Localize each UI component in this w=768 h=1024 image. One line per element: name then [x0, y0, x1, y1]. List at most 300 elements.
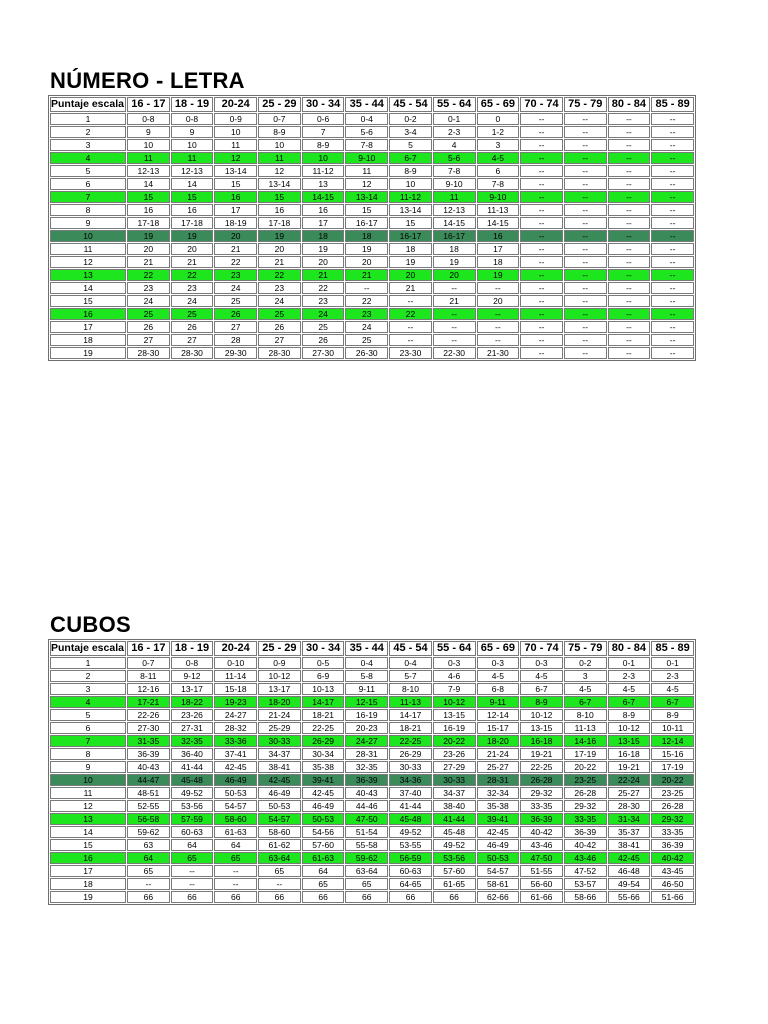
raw-score-cell: 48-51 [127, 787, 170, 799]
raw-score-cell: -- [651, 256, 694, 268]
raw-score-cell: 26 [258, 321, 301, 333]
raw-score-cell: 18 [345, 230, 388, 242]
raw-score-cell: 16 [214, 191, 257, 203]
raw-score-cell: 51-54 [345, 826, 388, 838]
raw-score-cell: -- [389, 295, 432, 307]
raw-score-cell: 0-1 [608, 657, 651, 669]
column-header-puntaje-escala: Puntaje escala [50, 641, 126, 656]
raw-score-cell: 10 [171, 139, 214, 151]
raw-score-cell: -- [520, 321, 563, 333]
raw-score-cell: 27-30 [127, 722, 170, 734]
raw-score-cell: 11 [127, 152, 170, 164]
raw-score-cell: 28-30 [258, 347, 301, 359]
raw-score-cell: 18-21 [302, 709, 345, 721]
raw-score-cell: 9 [127, 126, 170, 138]
scale-score-cell: 18 [50, 878, 126, 890]
raw-score-cell: -- [651, 269, 694, 281]
raw-score-cell: 60-63 [171, 826, 214, 838]
raw-score-cell: 47-52 [564, 865, 607, 877]
raw-score-cell: 39-41 [302, 774, 345, 786]
raw-score-cell: 42-45 [258, 774, 301, 786]
raw-score-cell: 66 [127, 891, 170, 903]
section-title-cubos: CUBOS [50, 612, 131, 637]
raw-score-cell: 33-35 [564, 813, 607, 825]
raw-score-cell: 43-46 [520, 839, 563, 851]
raw-score-cell: -- [127, 878, 170, 890]
raw-score-cell: 0-3 [433, 657, 476, 669]
raw-score-cell: 51-55 [520, 865, 563, 877]
raw-score-cell: -- [608, 295, 651, 307]
raw-score-cell: 36-39 [345, 774, 388, 786]
raw-score-cell: -- [608, 308, 651, 320]
raw-score-cell: -- [608, 178, 651, 190]
raw-score-cell: 57-60 [433, 865, 476, 877]
numero-letra-table [48, 95, 696, 361]
raw-score-cell: 32-35 [345, 761, 388, 773]
raw-score-cell: 10-13 [302, 683, 345, 695]
raw-score-cell: 63-64 [258, 852, 301, 864]
raw-score-cell: -- [520, 295, 563, 307]
raw-score-cell: 58-66 [564, 891, 607, 903]
table-row [50, 696, 694, 708]
raw-score-cell: 13-14 [258, 178, 301, 190]
raw-score-cell: 18-22 [171, 696, 214, 708]
raw-score-cell: -- [608, 334, 651, 346]
raw-score-cell: -- [258, 878, 301, 890]
raw-score-cell: 14-17 [302, 696, 345, 708]
raw-score-cell: 2-3 [433, 126, 476, 138]
raw-score-cell: 20 [258, 243, 301, 255]
raw-score-cell: 25 [258, 308, 301, 320]
raw-score-cell: -- [520, 282, 563, 294]
raw-score-cell: 20-23 [345, 722, 388, 734]
raw-score-cell: 23 [127, 282, 170, 294]
raw-score-cell: 10-12 [520, 709, 563, 721]
raw-score-cell: -- [171, 878, 214, 890]
raw-score-cell: 20 [214, 230, 257, 242]
raw-score-cell: 30-33 [389, 761, 432, 773]
raw-score-cell: 24 [258, 295, 301, 307]
raw-score-cell: 54-56 [302, 826, 345, 838]
raw-score-cell: 6-7 [520, 683, 563, 695]
raw-score-cell: -- [564, 152, 607, 164]
column-header-age: 16 - 17 [127, 641, 170, 656]
raw-score-cell: 20-22 [651, 774, 694, 786]
raw-score-cell: 10 [214, 126, 257, 138]
raw-score-cell: 5-7 [389, 670, 432, 682]
raw-score-cell: 46-48 [608, 865, 651, 877]
column-header-age: 45 - 54 [389, 641, 432, 656]
raw-score-cell: 64 [127, 852, 170, 864]
raw-score-cell: 57-59 [171, 813, 214, 825]
raw-score-cell: 35-38 [302, 761, 345, 773]
raw-score-cell: 17 [214, 204, 257, 216]
raw-score-cell: 3 [477, 139, 520, 151]
table-row [50, 295, 694, 307]
raw-score-cell: 14-15 [433, 217, 476, 229]
raw-score-cell: 35-38 [477, 800, 520, 812]
raw-score-cell: 14 [171, 178, 214, 190]
raw-score-cell: 42-45 [214, 761, 257, 773]
raw-score-cell: 17-19 [651, 761, 694, 773]
raw-score-cell: -- [345, 282, 388, 294]
raw-score-cell: 23-26 [171, 709, 214, 721]
raw-score-cell: 24 [127, 295, 170, 307]
column-header-age: 25 - 29 [258, 97, 301, 112]
raw-score-cell: 6-9 [302, 670, 345, 682]
raw-score-cell: 23-26 [433, 748, 476, 760]
raw-score-cell: 24 [345, 321, 388, 333]
raw-score-cell: 31-35 [127, 735, 170, 747]
raw-score-cell: 26 [214, 308, 257, 320]
raw-score-cell: 21 [389, 282, 432, 294]
scale-score-cell: 18 [50, 334, 126, 346]
raw-score-cell: 34-37 [258, 748, 301, 760]
raw-score-cell: 40-43 [345, 787, 388, 799]
raw-score-cell: 0-3 [520, 657, 563, 669]
raw-score-cell: -- [608, 256, 651, 268]
raw-score-cell: -- [564, 113, 607, 125]
raw-score-cell: 24 [214, 282, 257, 294]
raw-score-cell: 12-13 [171, 165, 214, 177]
raw-score-cell: -- [520, 269, 563, 281]
column-header-age: 65 - 69 [477, 97, 520, 112]
raw-score-cell: 30-34 [302, 748, 345, 760]
raw-score-cell: 28-31 [477, 774, 520, 786]
scale-score-cell: 9 [50, 217, 126, 229]
raw-score-cell: -- [651, 217, 694, 229]
raw-score-cell: 65 [127, 865, 170, 877]
table-row [50, 230, 694, 242]
raw-score-cell: -- [477, 334, 520, 346]
table-row [50, 217, 694, 229]
scale-score-cell: 15 [50, 839, 126, 851]
raw-score-cell: 11 [433, 191, 476, 203]
raw-score-cell: 28-30 [127, 347, 170, 359]
raw-score-cell: 59-62 [127, 826, 170, 838]
raw-score-cell: -- [608, 282, 651, 294]
raw-score-cell: 21 [302, 269, 345, 281]
table-row [50, 178, 694, 190]
raw-score-cell: -- [433, 282, 476, 294]
raw-score-cell: 50-53 [477, 852, 520, 864]
raw-score-cell: 27 [214, 321, 257, 333]
raw-score-cell: 8-9 [302, 139, 345, 151]
raw-score-cell: 19-21 [520, 748, 563, 760]
raw-score-cell: 19 [433, 256, 476, 268]
raw-score-cell: 29-32 [564, 800, 607, 812]
table-row [50, 722, 694, 734]
raw-score-cell: 55-58 [345, 839, 388, 851]
header-row [50, 97, 694, 112]
raw-score-cell: 46-49 [214, 774, 257, 786]
raw-score-cell: 55-66 [608, 891, 651, 903]
raw-score-cell: 0-8 [171, 113, 214, 125]
raw-score-cell: 21 [127, 256, 170, 268]
raw-score-cell: 20 [345, 256, 388, 268]
raw-score-cell: 22 [214, 256, 257, 268]
raw-score-cell: -- [608, 165, 651, 177]
raw-score-cell: 21 [345, 269, 388, 281]
raw-score-cell: 15-16 [651, 748, 694, 760]
raw-score-cell: -- [564, 334, 607, 346]
table-row [50, 321, 694, 333]
scale-score-cell: 10 [50, 230, 126, 242]
raw-score-cell: 8-9 [389, 165, 432, 177]
raw-score-cell: 66 [389, 891, 432, 903]
column-header-age: 30 - 34 [302, 641, 345, 656]
raw-score-cell: -- [651, 347, 694, 359]
raw-score-cell: 65 [302, 878, 345, 890]
column-header-age: 20-24 [214, 97, 257, 112]
raw-score-cell: 29-32 [651, 813, 694, 825]
raw-score-cell: 11-14 [214, 670, 257, 682]
column-header-puntaje-escala: Puntaje escala [50, 97, 126, 112]
raw-score-cell: 12-15 [345, 696, 388, 708]
raw-score-cell: 26 [171, 321, 214, 333]
table-row [50, 243, 694, 255]
raw-score-cell: 36-39 [127, 748, 170, 760]
raw-score-cell: -- [433, 308, 476, 320]
table-row [50, 865, 694, 877]
raw-score-cell: 18 [433, 243, 476, 255]
raw-score-cell: 33-35 [651, 826, 694, 838]
scale-score-cell: 14 [50, 826, 126, 838]
raw-score-cell: 28-30 [608, 800, 651, 812]
table-row [50, 113, 694, 125]
raw-score-cell: 12-13 [127, 165, 170, 177]
raw-score-cell: 9-10 [345, 152, 388, 164]
table-row [50, 191, 694, 203]
raw-score-cell: 17-18 [258, 217, 301, 229]
raw-score-cell: 16-18 [608, 748, 651, 760]
raw-score-cell: 25-27 [608, 787, 651, 799]
raw-score-cell: 18-21 [389, 722, 432, 734]
table-row [50, 165, 694, 177]
raw-score-cell: 18 [389, 243, 432, 255]
scale-score-cell: 10 [50, 774, 126, 786]
raw-score-cell: -- [651, 321, 694, 333]
raw-score-cell: 8-10 [564, 709, 607, 721]
raw-score-cell: -- [564, 204, 607, 216]
column-header-age: 70 - 74 [520, 97, 563, 112]
raw-score-cell: 27-29 [433, 761, 476, 773]
raw-score-cell: 22 [258, 269, 301, 281]
raw-score-cell: 58-60 [258, 826, 301, 838]
raw-score-cell: 14-15 [302, 191, 345, 203]
raw-score-cell: -- [564, 230, 607, 242]
raw-score-cell: 21 [258, 256, 301, 268]
raw-score-cell: 17-19 [564, 748, 607, 760]
table-row [50, 748, 694, 760]
raw-score-cell: 40-42 [520, 826, 563, 838]
raw-score-cell: 6-7 [389, 152, 432, 164]
raw-score-cell: -- [564, 217, 607, 229]
raw-score-cell: -- [564, 165, 607, 177]
scale-score-cell: 2 [50, 670, 126, 682]
raw-score-cell: 22 [345, 295, 388, 307]
table-row [50, 256, 694, 268]
raw-score-cell: 17 [477, 243, 520, 255]
raw-score-cell: 19 [302, 243, 345, 255]
raw-score-cell: 10-12 [433, 696, 476, 708]
raw-score-cell: -- [520, 256, 563, 268]
raw-score-cell: 18 [477, 256, 520, 268]
raw-score-cell: 66 [258, 891, 301, 903]
raw-score-cell: 4-5 [477, 152, 520, 164]
raw-score-cell: 16 [477, 230, 520, 242]
raw-score-cell: 19 [477, 269, 520, 281]
raw-score-cell: 9-12 [171, 670, 214, 682]
raw-score-cell: -- [520, 113, 563, 125]
raw-score-cell: 8-11 [127, 670, 170, 682]
raw-score-cell: 56-60 [520, 878, 563, 890]
table-row [50, 852, 694, 864]
raw-score-cell: -- [389, 334, 432, 346]
raw-score-cell: 26-30 [345, 347, 388, 359]
table-row [50, 269, 694, 281]
table-row [50, 334, 694, 346]
raw-score-cell: 61-66 [520, 891, 563, 903]
raw-score-cell: -- [520, 178, 563, 190]
raw-score-cell: 0 [477, 113, 520, 125]
raw-score-cell: 3 [564, 670, 607, 682]
raw-score-cell: -- [564, 347, 607, 359]
raw-score-cell: 61-63 [302, 852, 345, 864]
raw-score-cell: -- [389, 321, 432, 333]
raw-score-cell: 16-17 [389, 230, 432, 242]
scale-score-cell: 11 [50, 787, 126, 799]
raw-score-cell: 0-1 [651, 657, 694, 669]
raw-score-cell: -- [608, 243, 651, 255]
raw-score-cell: 20 [171, 243, 214, 255]
scale-score-cell: 3 [50, 139, 126, 151]
raw-score-cell: 0-4 [345, 113, 388, 125]
raw-score-cell: 60-63 [389, 865, 432, 877]
column-header-age: 18 - 19 [171, 641, 214, 656]
raw-score-cell: 0-4 [389, 657, 432, 669]
raw-score-cell: 37-41 [214, 748, 257, 760]
raw-score-cell: 42-45 [477, 826, 520, 838]
raw-score-cell: 4-5 [651, 683, 694, 695]
raw-score-cell: 36-39 [651, 839, 694, 851]
raw-score-cell: 11-13 [477, 204, 520, 216]
raw-score-cell: 10 [258, 139, 301, 151]
raw-score-cell: -- [608, 230, 651, 242]
raw-score-cell: 34-36 [389, 774, 432, 786]
raw-score-cell: -- [564, 321, 607, 333]
raw-score-cell: 9-11 [477, 696, 520, 708]
table-row [50, 761, 694, 773]
column-header-age: 70 - 74 [520, 641, 563, 656]
raw-score-cell: 53-56 [171, 800, 214, 812]
raw-score-cell: 6-8 [477, 683, 520, 695]
raw-score-cell: 50-53 [214, 787, 257, 799]
raw-score-cell: 42-45 [302, 787, 345, 799]
scale-score-cell: 12 [50, 256, 126, 268]
raw-score-cell: 13-14 [389, 204, 432, 216]
raw-score-cell: 38-40 [433, 800, 476, 812]
raw-score-cell: -- [214, 878, 257, 890]
raw-score-cell: 41-44 [389, 800, 432, 812]
raw-score-cell: 27-31 [171, 722, 214, 734]
raw-score-cell: 17-21 [127, 696, 170, 708]
raw-score-cell: -- [520, 191, 563, 203]
raw-score-cell: 40-43 [127, 761, 170, 773]
raw-score-cell: 24-27 [214, 709, 257, 721]
raw-score-cell: 34-37 [433, 787, 476, 799]
raw-score-cell: 11 [171, 152, 214, 164]
raw-score-cell: 10-12 [608, 722, 651, 734]
raw-score-cell: 16 [258, 204, 301, 216]
raw-score-cell: 16 [127, 204, 170, 216]
raw-score-cell: 65 [171, 852, 214, 864]
table-row [50, 826, 694, 838]
raw-score-cell: 18-19 [214, 217, 257, 229]
raw-score-cell: -- [608, 126, 651, 138]
raw-score-cell: 63-64 [345, 865, 388, 877]
scale-score-cell: 16 [50, 308, 126, 320]
column-header-age: 80 - 84 [608, 641, 651, 656]
raw-score-cell: 57-60 [302, 839, 345, 851]
raw-score-cell: 54-57 [214, 800, 257, 812]
raw-score-cell: 62-66 [477, 891, 520, 903]
raw-score-cell: 14-16 [564, 735, 607, 747]
raw-score-cell: 7-8 [477, 178, 520, 190]
raw-score-cell: -- [651, 308, 694, 320]
raw-score-cell: -- [520, 217, 563, 229]
raw-score-cell: 0-8 [127, 113, 170, 125]
raw-score-cell: 22-26 [127, 709, 170, 721]
raw-score-cell: 13-17 [258, 683, 301, 695]
scale-score-cell: 6 [50, 178, 126, 190]
raw-score-cell: 18-20 [477, 735, 520, 747]
raw-score-cell: -- [477, 282, 520, 294]
scale-score-cell: 8 [50, 204, 126, 216]
table-row [50, 126, 694, 138]
raw-score-cell: 49-52 [433, 839, 476, 851]
column-header-age: 25 - 29 [258, 641, 301, 656]
raw-score-cell: 13-15 [520, 722, 563, 734]
raw-score-cell: -- [520, 139, 563, 151]
raw-score-cell: 25-27 [477, 761, 520, 773]
raw-score-cell: 53-56 [433, 852, 476, 864]
raw-score-cell: 22-24 [608, 774, 651, 786]
scale-score-cell: 12 [50, 800, 126, 812]
raw-score-cell: 22 [127, 269, 170, 281]
raw-score-cell: 26-28 [564, 787, 607, 799]
raw-score-cell: 28-31 [345, 748, 388, 760]
raw-score-cell: 25 [171, 308, 214, 320]
raw-score-cell: -- [564, 126, 607, 138]
table-row [50, 709, 694, 721]
scale-score-cell: 19 [50, 891, 126, 903]
raw-score-cell: 10 [127, 139, 170, 151]
raw-score-cell: -- [564, 282, 607, 294]
raw-score-cell: 45-48 [171, 774, 214, 786]
raw-score-cell: -- [520, 334, 563, 346]
raw-score-cell: 21-24 [258, 709, 301, 721]
raw-score-cell: 0-9 [214, 113, 257, 125]
raw-score-cell: 0-6 [302, 113, 345, 125]
raw-score-cell: 12 [345, 178, 388, 190]
raw-score-cell: -- [608, 321, 651, 333]
raw-score-cell: 23 [302, 295, 345, 307]
raw-score-cell: 29-30 [214, 347, 257, 359]
column-header-age: 16 - 17 [127, 97, 170, 112]
raw-score-cell: 11-13 [389, 696, 432, 708]
raw-score-cell: 7-9 [433, 683, 476, 695]
